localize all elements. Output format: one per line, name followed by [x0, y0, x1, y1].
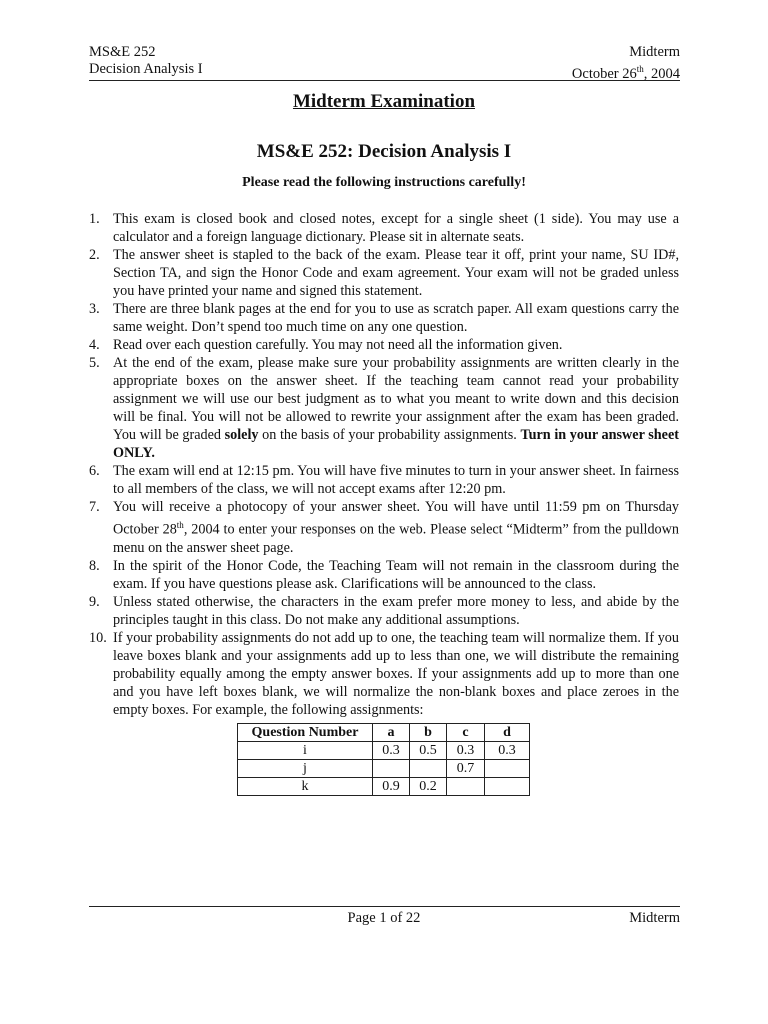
instruction-item — [89, 593, 679, 629]
instruction-item — [89, 498, 679, 557]
table-row — [238, 742, 530, 760]
table-cell: 0.2 — [410, 778, 447, 796]
instruction-number: 3. — [89, 301, 100, 317]
instruction-text: At the end of the exam, please make sure your probability assignments are written clearly in the appropriate boxes on the answer sheet. If the teaching team cannot read your probability assignment we will use our best judgment as to what you meant to write down and this decision will be final. You will not be allowed to rewrite your assignment after the exam has been graded. You will be graded — [113, 355, 679, 443]
exam-type: Midterm — [629, 44, 680, 60]
instruction-number: 5. — [89, 355, 100, 371]
table-cell — [373, 760, 410, 778]
instruction-item — [89, 336, 679, 354]
table-header-cell: Question Number — [238, 724, 373, 742]
example-assignments-table — [237, 723, 530, 796]
instruction-text: Read over each question carefully. You may not need all the information given. — [113, 337, 563, 353]
table-cell — [485, 778, 530, 796]
instruction-item — [89, 300, 679, 336]
table-cell: 0.3 — [447, 742, 485, 760]
table-cell — [447, 778, 485, 796]
instruction-text: solely — [224, 427, 259, 443]
course-title: MS&E 252: Decision Analysis I — [256, 141, 512, 162]
table-cell: 0.9 — [373, 778, 410, 796]
instruction-number: 6. — [89, 463, 100, 479]
instruction-text: Unless stated otherwise, the characters in the exam prefer more money to less, and abide by the principles taught in this class. Do not make any additional assumptions. — [113, 593, 679, 628]
table-cell: j — [238, 760, 373, 778]
instruction-item — [89, 246, 679, 300]
table-cell — [485, 760, 530, 778]
instruction-number: 10. — [89, 629, 107, 646]
instruction-item — [89, 557, 679, 593]
instruction-item — [89, 629, 679, 719]
course-code: MS&E 252 — [89, 44, 156, 60]
instruction-item — [89, 354, 679, 462]
header-divider — [89, 80, 680, 81]
table-header-cell: a — [373, 724, 410, 742]
instructions-list — [89, 210, 679, 719]
instruction-item — [89, 462, 679, 498]
exam-date: October 26th, 2004 — [571, 64, 680, 82]
instruction-text: , 2004 to enter your responses on the web. Please select “Midterm” from the pulldown menu on the answer sheet page. — [113, 521, 679, 556]
footer-label: Midterm — [629, 910, 680, 926]
instruction-text: The exam will end at 12:15 pm. You will have five minutes to turn in your answer sheet. In fairness to all members of the class, we will not accept exams after 12:20 pm. — [113, 463, 679, 497]
table-cell: 0.3 — [485, 742, 530, 760]
instruction-text: There are three blank pages at the end for you to use as scratch paper. All exam questions carry the same weight. Don’t spend too much time on any one question. — [113, 301, 679, 335]
instruction-text: on the basis of your probability assignments. — [258, 427, 521, 443]
table-cell: 0.3 — [373, 742, 410, 760]
table-cell: 0.5 — [410, 742, 447, 760]
instruction-text: th — [176, 520, 184, 530]
page-number: Page 1 of 22 — [347, 910, 421, 926]
table-row — [238, 760, 530, 778]
instruction-number: 9. — [89, 593, 100, 610]
instruction-number: 2. — [89, 247, 100, 263]
instruction-number: 1. — [89, 211, 100, 227]
table-cell — [410, 760, 447, 778]
instruction-number: 8. — [89, 557, 100, 574]
course-name: Decision Analysis I — [89, 61, 203, 77]
table-header-cell: d — [485, 724, 530, 742]
instruction-text: In the spirit of the Honor Code, the Teaching Team will not remain in the classroom during the exam. If you have questions please ask. Clarifications will be announced to the class. — [113, 557, 679, 592]
table-row — [238, 778, 530, 796]
instruction-text: Turn in your answer sheet ONLY. — [113, 427, 679, 461]
table-cell: 0.7 — [447, 760, 485, 778]
instruction-text: The answer sheet is stapled to the back of the exam. Please tear it off, print your name, SU ID#, Section TA, and sign the Honor Code and exam agreement. Your exam will not be graded unless you have printed your name and signed this statement. — [113, 247, 679, 299]
table-cell: k — [238, 778, 373, 796]
instruction-text: You will receive a photocopy of your answer sheet. You will have until 11:59 pm on Thursday October 28 — [113, 499, 679, 538]
table-header-row — [238, 724, 530, 742]
table-cell: i — [238, 742, 373, 760]
table-header-cell: c — [447, 724, 485, 742]
page-title: Midterm Examination — [292, 91, 476, 112]
instruction-number: 7. — [89, 499, 100, 515]
instruction-number: 4. — [89, 337, 100, 353]
instruction-text: This exam is closed book and closed notes, except for a single sheet (1 side). You may use a calculator and a foreign language dictionary. Please sit in alternate seats. — [113, 211, 679, 245]
footer-divider — [89, 906, 680, 907]
instruction-item — [89, 210, 679, 246]
instruction-text: If your probability assignments do not add up to one, the teaching team will normalize them. If you leave boxes blank and your assignments add up to less than one, we will distribute the remaining probability equally among the empty answer boxes. If your assignments add up to more than one and you have left boxes blank, we will normalize the non-blank boxes and place zeroes in the empty boxes. For example, the following assignments: — [113, 629, 679, 718]
instructions-notice: Please read the following instructions carefully! — [242, 175, 526, 190]
table-header-cell: b — [410, 724, 447, 742]
